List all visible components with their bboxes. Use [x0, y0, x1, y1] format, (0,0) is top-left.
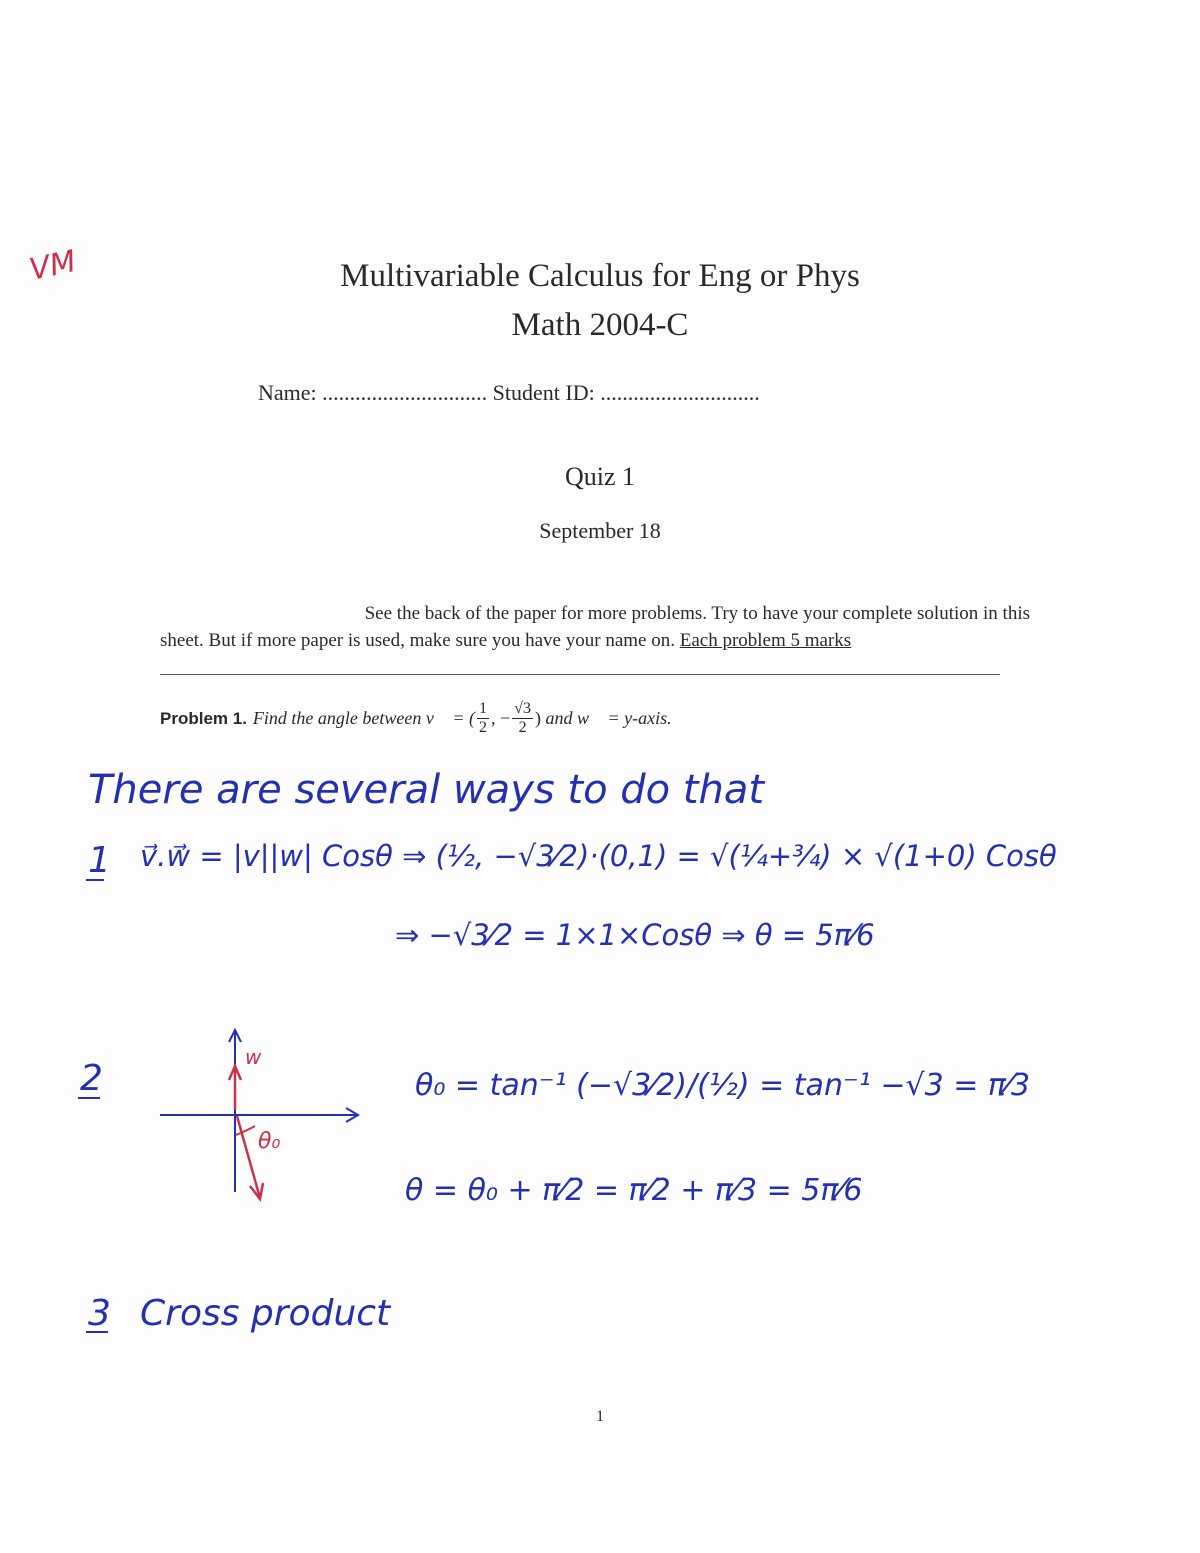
quiz-title: Quiz 1 — [564, 462, 636, 491]
w-label: w — [245, 1045, 262, 1069]
student-id-label: Student ID: — [492, 380, 595, 405]
course-code: Math 2004-C — [511, 307, 689, 343]
method-1-line-1: v⃗.w⃗ = |v||w| Cosθ ⇒ (½, −√3⁄2)·(0,1) = √(¼+¾) × √(1+0) Cosθ — [140, 839, 1057, 873]
method-3-number: 3 — [88, 1293, 111, 1334]
problem-text-a: Find the angle between — [252, 708, 422, 728]
method-1-number: 1 — [88, 840, 111, 881]
solution-intro: There are several ways to do that — [88, 767, 765, 813]
problem-label: Problem 1. — [160, 708, 247, 728]
fraction-denominator: 2 — [518, 719, 527, 736]
quiz-date: September 18 — [539, 518, 661, 543]
fraction-numerator: 1 — [479, 700, 488, 717]
vector-w: w⃗ = y-axis. — [576, 708, 672, 728]
marks-note: Each problem 5 marks — [679, 630, 852, 651]
page-number: 1 — [596, 1408, 604, 1425]
method-3-text: Cross product — [140, 1293, 391, 1334]
fraction-denominator: 2 — [479, 719, 488, 736]
method-2-line-1: θ₀ = tan⁻¹ (−√3⁄2)/(½) = tan⁻¹ −√3 = π⁄3 — [415, 1068, 1031, 1103]
instructions-text: sheet. But if more paper is used, make sure you have your name on. — [160, 630, 675, 651]
name-blank: .............................. — [322, 380, 488, 405]
name-label: Name: — [258, 380, 317, 405]
method-2-line-2: θ = θ₀ + π⁄2 = π⁄2 + π⁄3 = 5π⁄6 — [405, 1173, 863, 1208]
problem-text-b: and — [545, 708, 573, 728]
axes-sketch — [160, 1030, 358, 1199]
angle-arc — [236, 1126, 255, 1135]
grader-mark: VM — [26, 243, 80, 288]
close-paren: ) — [534, 708, 541, 728]
method-1-line-2: ⇒ −√3⁄2 = 1×1×Cosθ ⇒ θ = 5π⁄6 — [395, 918, 875, 952]
course-title: Multivariable Calculus for Eng or Phys — [340, 258, 860, 294]
vector-v: v⃗ = ( — [425, 708, 476, 728]
fraction-numerator: √3 — [514, 700, 531, 717]
separator: , − — [491, 708, 511, 728]
method-2-number: 2 — [80, 1058, 103, 1099]
instructions-line-1: See the back of the paper for more problems. Try to have your complete solution in this — [364, 603, 1030, 624]
student-id-blank: ............................. — [600, 380, 760, 405]
theta0-label: θ₀ — [258, 1129, 281, 1154]
